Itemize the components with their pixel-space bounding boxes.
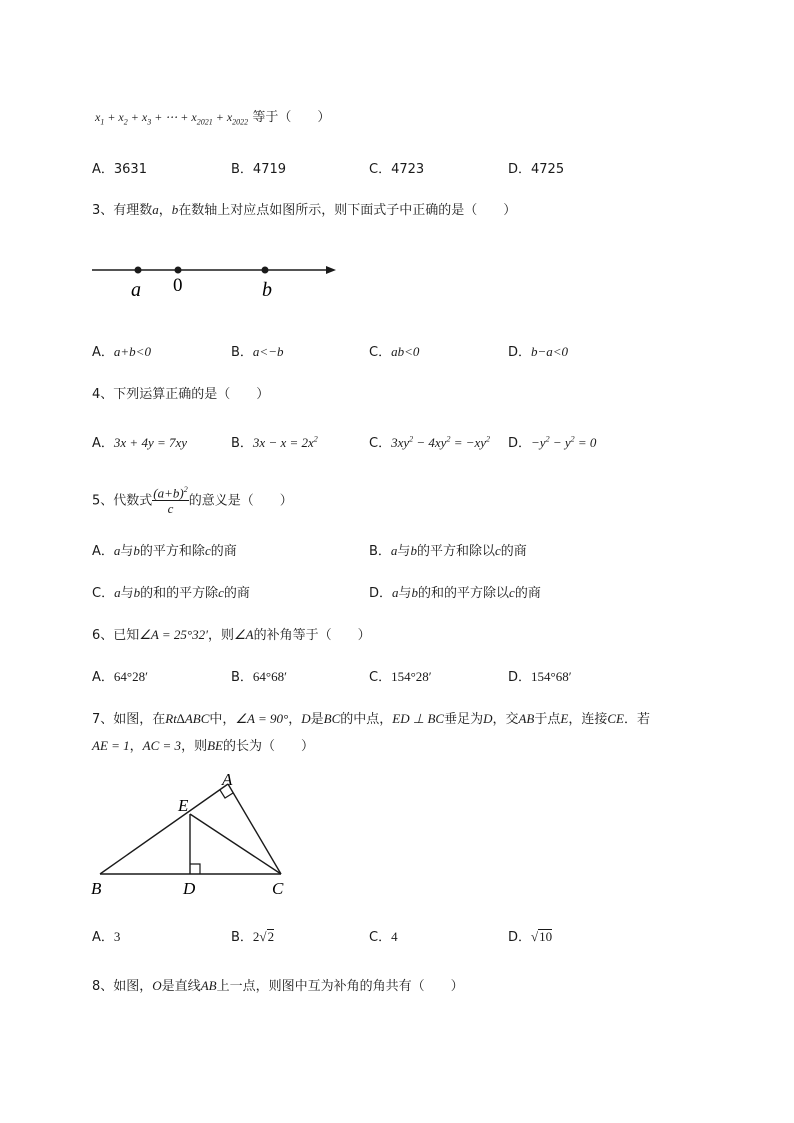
q3-option-a[interactable]: A．a+b<0 <box>92 344 151 360</box>
q2-option-d[interactable]: D．4725 <box>508 162 565 177</box>
vertex-d: D <box>183 879 196 898</box>
q6-option-b[interactable]: B．64°68′ <box>231 669 287 685</box>
q3-option-b[interactable]: B．a<−b <box>231 344 284 360</box>
q6-option-c[interactable]: C．154°28′ <box>369 669 432 685</box>
q6-stem: 6、已知∠A = 25°32′，则∠A的补角等于（ ） <box>92 627 371 643</box>
q7-triangle-figure <box>88 768 298 900</box>
q2-option-c[interactable]: C．4723 <box>369 162 425 177</box>
q4-expr-b: $3x - x = 2x^2$ <box>252 434 318 450</box>
q4-option-c[interactable]: C．$3xy^2 - 4xy^2 = -xy^2$ <box>369 434 491 451</box>
q4-expr-a: 3x + 4y = 7xy <box>113 435 188 450</box>
vertex-e: E <box>178 796 189 815</box>
q3-option-d[interactable]: D．b−a<0 <box>508 344 569 360</box>
q6-option-d[interactable]: D．154°68′ <box>508 669 572 685</box>
q2-sum-expression: $x_1 + x_2 + x_3$ + ⋯ + $x_{2021} + x_{2022}$ <box>95 110 249 127</box>
label-a: a <box>131 279 141 301</box>
q5-option-b[interactable]: B．a与b的平方和除以c的商 <box>369 543 527 559</box>
q3-option-c[interactable]: C．ab<0 <box>369 344 420 360</box>
q7-option-b[interactable]: B．2√2 <box>231 929 275 945</box>
triangle-symbol: ∆ <box>176 711 185 726</box>
q5-option-d[interactable]: D．a与b的和的平方除以c的商 <box>369 585 541 601</box>
q2-option-b[interactable]: B．4719 <box>231 162 287 177</box>
q2-stem <box>95 106 330 126</box>
segment-ec <box>190 814 281 874</box>
segment-ba <box>100 784 228 874</box>
q7-stem-line1: 7、如图，在Rt∆ABC中，∠A = 90°，D是BC的中点，ED ⊥ BC垂足为D，交AB于点E，连接CE．若 <box>92 711 650 727</box>
q5-option-c[interactable]: C．a与b的和的平方除c的商 <box>92 585 250 601</box>
vertex-b: B <box>91 879 102 898</box>
q5-fraction: $\frac{(a+b)^2}{c}$ <box>152 482 188 516</box>
number-line-arrow <box>326 266 336 274</box>
q5-option-a[interactable]: A．a与b的平方和除c的商 <box>92 543 237 559</box>
point-zero <box>175 267 182 274</box>
q7-stem-line2: AE = 1，AC = 3，则BE的长为（ ） <box>92 738 314 754</box>
label-zero: 0 <box>173 275 183 296</box>
q7-option-c[interactable]: C．4 <box>369 929 398 945</box>
vertex-c: C <box>272 879 284 898</box>
q7-option-a[interactable]: A．3 <box>92 929 121 945</box>
q6-option-a[interactable]: A．64°28′ <box>92 669 148 685</box>
right-angle-a <box>220 790 233 798</box>
q4-expr-c: $3xy^2 - 4xy^2 = -xy^2$ <box>391 434 491 450</box>
q7-option-d[interactable]: D．√10 <box>508 929 553 945</box>
point-b <box>262 267 269 274</box>
q4-option-d[interactable]: D．$-y^2 - y^2 = 0$ <box>508 434 597 451</box>
q2-option-a[interactable]: A．3631 <box>92 162 147 177</box>
q4-expr-d: $-y^2 - y^2 = 0$ <box>531 434 597 450</box>
q5-stem: 5、代数式 $\frac{(a+b)^2}{c}$ 的意义是（ ） <box>92 484 293 518</box>
q4-option-b[interactable]: B．$3x - x = 2x^2$ <box>231 434 318 451</box>
q8-stem: 8、如图，O是直线AB上一点，则图中互为补角的角共有（ ） <box>92 978 464 994</box>
vertex-a: A <box>222 770 233 789</box>
q3-stem: 3、有理数a，b在数轴上对应点如图所示，则下面式子中正确的是（ ） <box>92 202 517 218</box>
q3-number-line <box>88 255 348 305</box>
q2-stem-tail: 等于（ ） <box>252 110 331 125</box>
point-a <box>135 267 142 274</box>
q4-option-a[interactable]: A．3x + 4y = 7xy <box>92 435 188 451</box>
label-b: b <box>262 279 272 301</box>
segment-ac <box>228 784 281 874</box>
q4-stem: 4、下列运算正确的是（ ） <box>92 387 270 402</box>
right-angle-d <box>190 864 200 874</box>
